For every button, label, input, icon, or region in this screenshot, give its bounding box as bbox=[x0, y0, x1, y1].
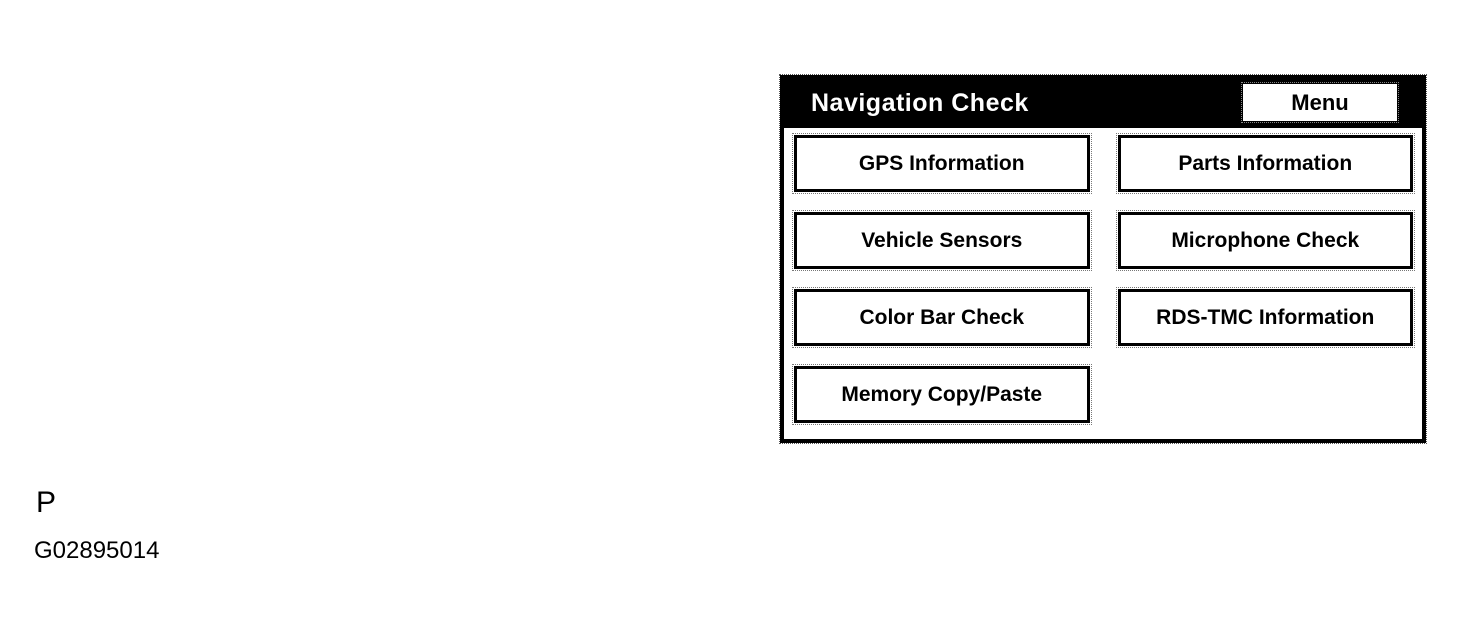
gps-information-button[interactable]: GPS Information bbox=[794, 135, 1090, 192]
empty-grid-slot bbox=[1118, 366, 1414, 423]
grid-row-1 bbox=[794, 135, 1413, 192]
vehicle-sensors-button[interactable]: Vehicle Sensors bbox=[794, 212, 1090, 269]
figure-id-text: G02895014 bbox=[34, 537, 160, 564]
parts-information-button[interactable]: Parts Information bbox=[1118, 135, 1414, 192]
microphone-check-button[interactable]: Microphone Check bbox=[1118, 212, 1414, 269]
panel-header bbox=[784, 79, 1422, 128]
grid-row-2 bbox=[794, 212, 1413, 269]
panel-title: Navigation Check bbox=[811, 89, 1029, 117]
grid-row-4 bbox=[794, 366, 1413, 423]
color-bar-check-button[interactable]: Color Bar Check bbox=[794, 289, 1090, 346]
memory-copy-paste-button[interactable]: Memory Copy/Paste bbox=[794, 366, 1090, 423]
page-marker-text: P bbox=[36, 486, 57, 519]
button-grid bbox=[784, 128, 1422, 423]
grid-row-3 bbox=[794, 289, 1413, 346]
navigation-check-panel bbox=[780, 75, 1426, 443]
menu-button[interactable]: Menu bbox=[1243, 84, 1397, 121]
rds-tmc-information-button[interactable]: RDS-TMC Information bbox=[1118, 289, 1414, 346]
